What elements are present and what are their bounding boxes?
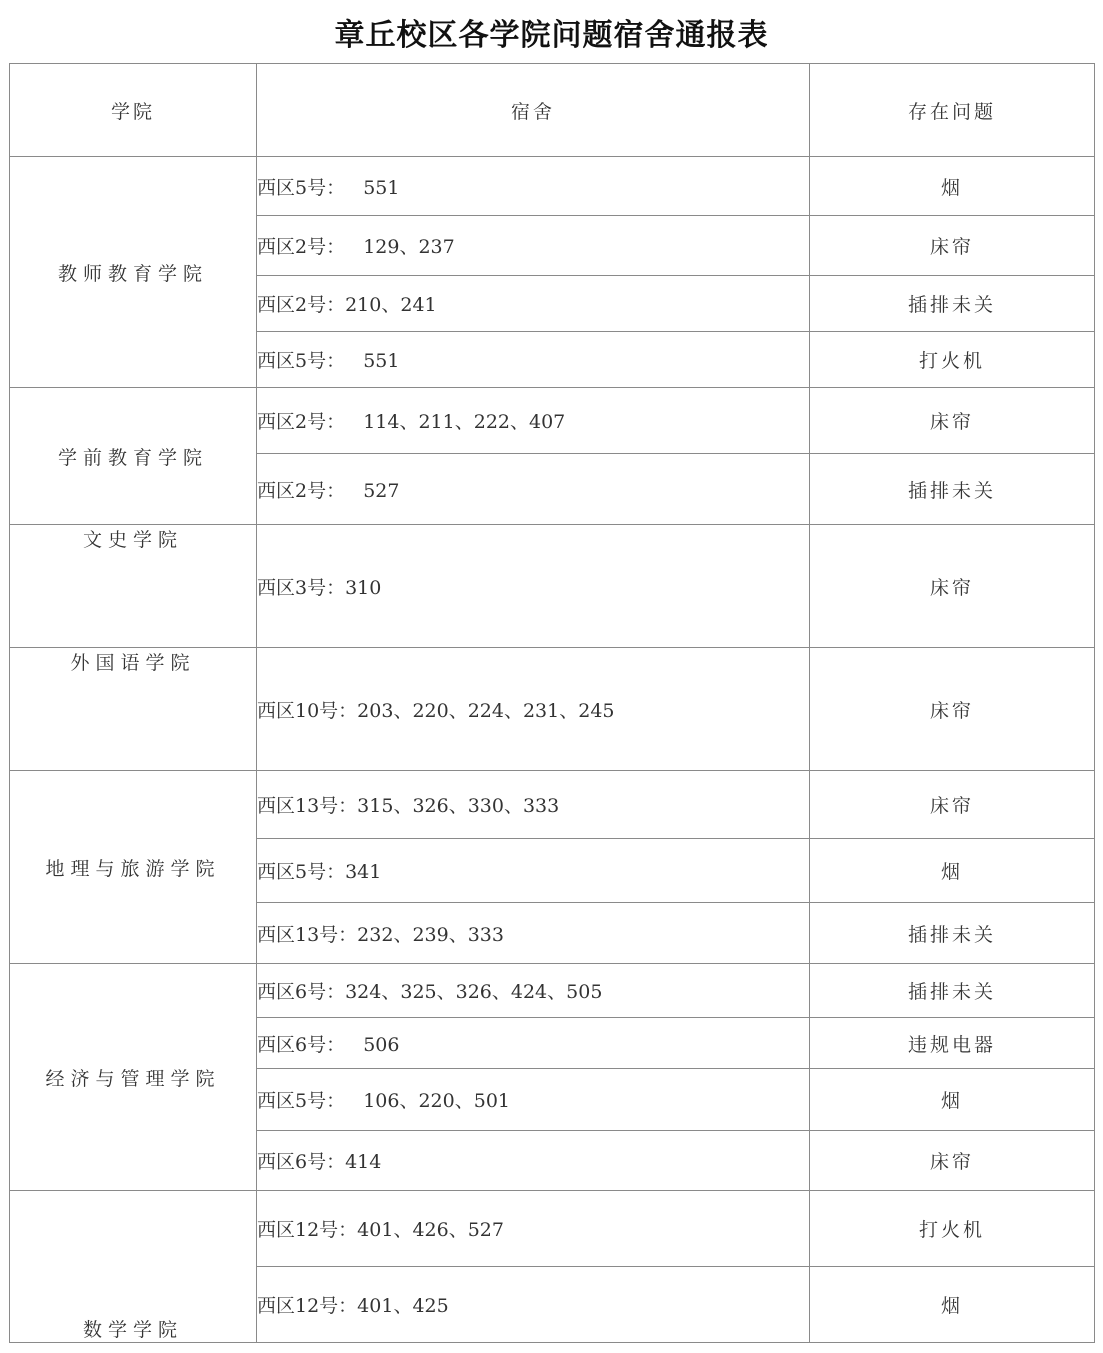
table-row [10,648,1095,771]
table-row [10,1191,1095,1267]
issue-cell: 床帘 [810,648,1095,771]
issue-cell: 床帘 [810,525,1095,648]
table-row [10,771,1095,839]
college-cell: 学前教育学院 [10,388,257,525]
header-dorm: 宿舍 [257,64,810,157]
issue-cell: 插排未关 [810,276,1095,332]
issue-cell: 插排未关 [810,454,1095,525]
dorm-cell: 西区2号： 129、237 [257,216,810,276]
table-row [10,157,1095,216]
dorm-cell: 西区3号：310 [257,525,810,648]
college-cell: 文史学院 [10,525,257,648]
college-cell: 经济与管理学院 [10,964,257,1191]
dorm-cell: 西区6号：414 [257,1131,810,1191]
issue-cell: 烟 [810,839,1095,903]
header-issue: 存在问题 [810,64,1095,157]
table-header-row [10,64,1095,157]
dorm-cell: 西区12号：401、426、527 [257,1191,810,1267]
issue-cell: 床帘 [810,388,1095,454]
header-college: 学院 [10,64,257,157]
dorm-cell: 西区6号：324、325、326、424、505 [257,964,810,1018]
issue-cell: 烟 [810,1069,1095,1131]
issue-cell: 插排未关 [810,964,1095,1018]
college-cell: 地理与旅游学院 [10,771,257,964]
table-row [10,388,1095,454]
dorm-cell: 西区6号： 506 [257,1018,810,1069]
dorm-cell: 西区5号：341 [257,839,810,903]
dorm-report-table [9,63,1095,1343]
issue-cell: 插排未关 [810,903,1095,964]
issue-cell: 打火机 [810,332,1095,388]
issue-cell: 床帘 [810,771,1095,839]
table-row [10,525,1095,648]
issue-cell: 打火机 [810,1191,1095,1267]
dorm-cell: 西区2号：210、241 [257,276,810,332]
issue-cell: 烟 [810,157,1095,216]
college-cell: 数学学院 [10,1191,257,1343]
dorm-cell: 西区2号： 527 [257,454,810,525]
dorm-cell: 西区13号：232、239、333 [257,903,810,964]
dorm-cell: 西区2号： 114、211、222、407 [257,388,810,454]
dorm-cell: 西区13号：315、326、330、333 [257,771,810,839]
issue-cell: 床帘 [810,1131,1095,1191]
table-row [10,964,1095,1018]
college-cell: 教师教育学院 [10,157,257,388]
dorm-cell: 西区12号：401、425 [257,1267,810,1343]
issue-cell: 床帘 [810,216,1095,276]
dorm-cell: 西区5号： 551 [257,157,810,216]
dorm-cell: 西区5号： 106、220、501 [257,1069,810,1131]
issue-cell: 违规电器 [810,1018,1095,1069]
college-cell: 外国语学院 [10,648,257,771]
dorm-cell: 西区10号：203、220、224、231、245 [257,648,810,771]
document-title: 章丘校区各学院问题宿舍通报表 [334,18,769,53]
issue-cell: 烟 [810,1267,1095,1343]
dorm-cell: 西区5号： 551 [257,332,810,388]
